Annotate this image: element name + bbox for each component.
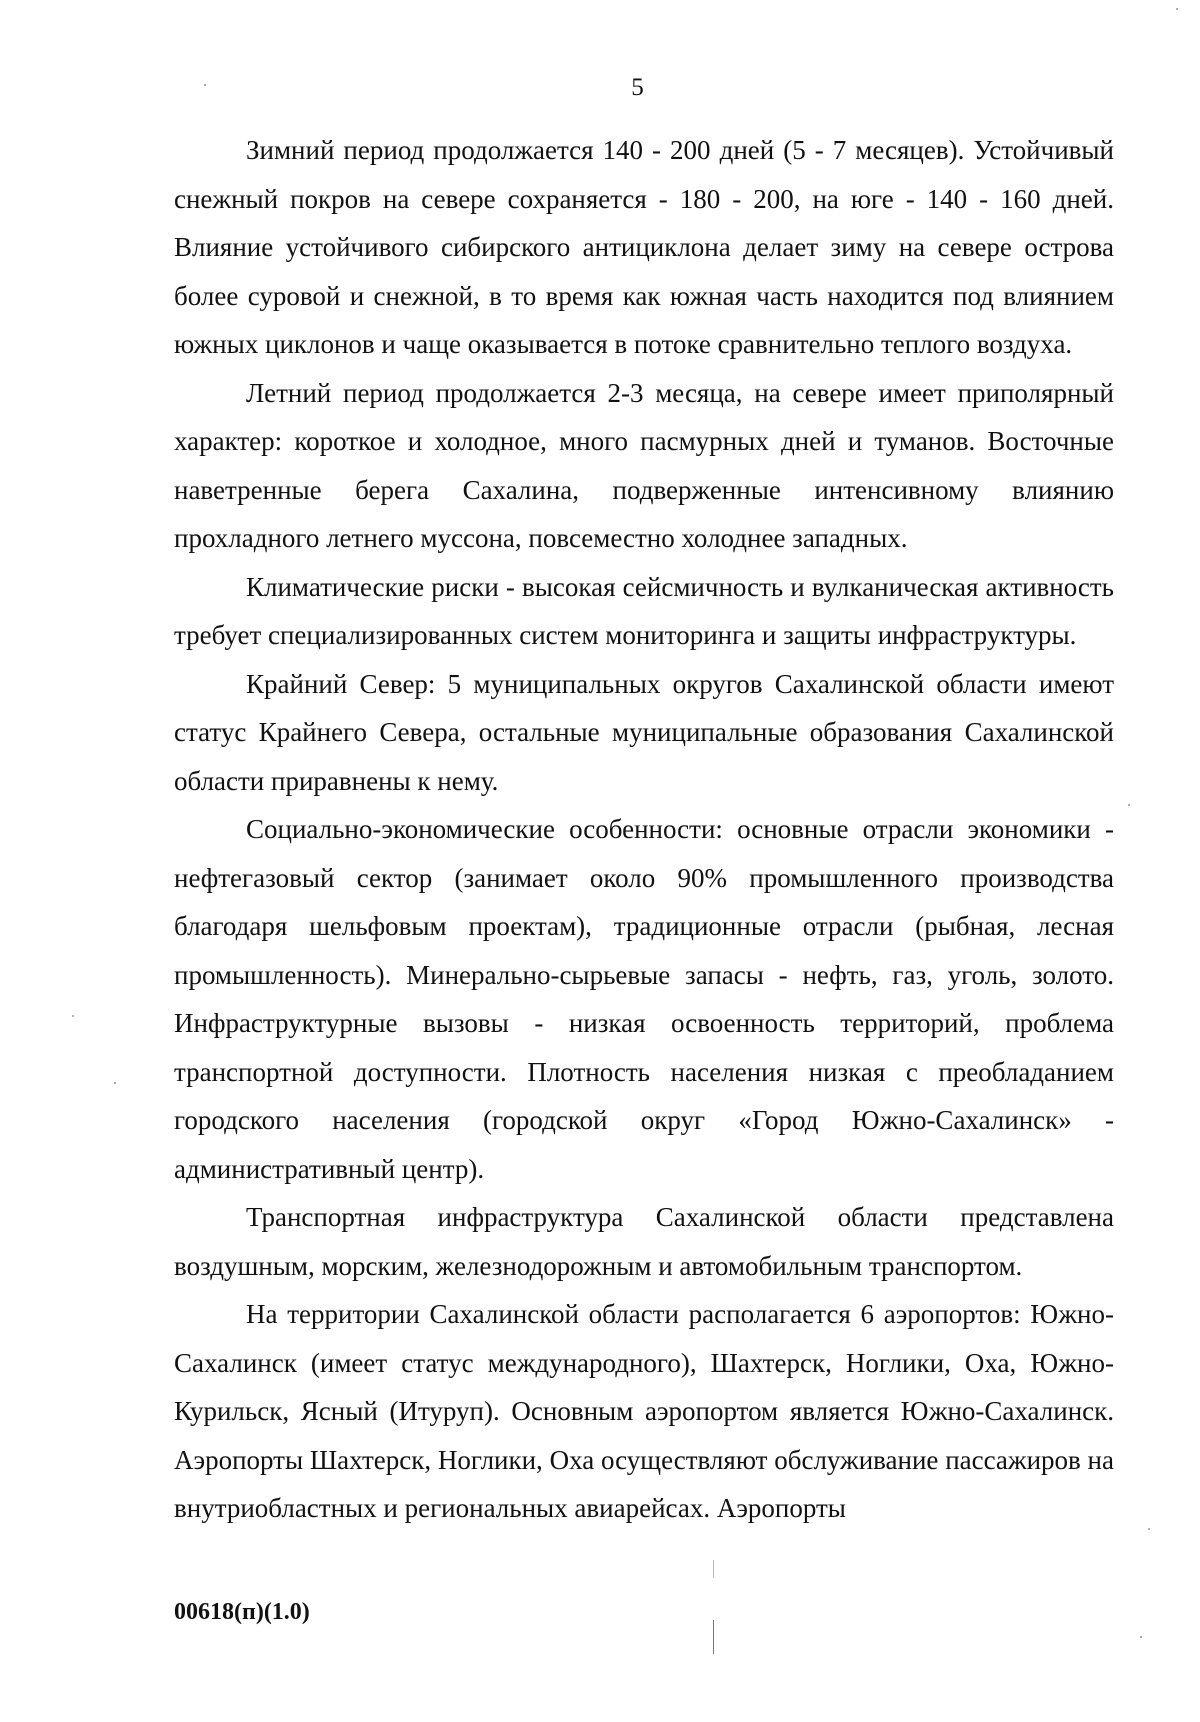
scan-dot — [1148, 1528, 1150, 1530]
scan-dot — [1128, 804, 1130, 806]
scan-line-mark — [713, 1560, 714, 1578]
paragraph-far-north: Крайний Север: 5 муниципальных округов Сахалинской области имеют статус Крайнего Севера, остальные муниципальные образования Сахалинской области приравнены к нему. — [174, 668, 1114, 796]
scan-dot — [72, 1015, 74, 1017]
paragraph-climate-risks: Климатические риски - высокая сейсмичность и вулканическая активность требует специализированных систем мониторинга и защиты инфраструктуры. — [174, 571, 1114, 650]
paragraph-socio-economic: Социально-экономические особенности: основные отрасли экономики - нефтегазовый сектор (занимает около 90% промышленного производства благодаря шельфовым проектам), традиционные отрасли (рыбная, лесная промышленность). Минерально-сырьевые запасы - нефть, газ, уголь, золото. Инфраструктурные вызовы - низкая освоенность территорий, проблема транспортной доступности. Плотность населения низкая с преобладанием городского населения (городской округ «Город Южно-Сахалинск» - административный центр). — [174, 814, 1114, 1184]
paragraph-airports: На территории Сахалинской области располагается 6 аэропортов: Южно-Сахалинск (имеет статус международного), Шахтерск, Ноглики, Оха, Южно-Курильск, Ясный (Итуруп). Основным аэропортом является Южно-Сахалинск. Аэропорты Шахтерск, Ноглики, Оха осуществляют обслуживание пассажиров на внутриобластных и региональных авиарейсах. Аэропорты — [174, 1299, 1114, 1523]
scan-dot — [1140, 1636, 1142, 1638]
paragraph-summer: Летний период продолжается 2-3 месяца, на севере имеет приполярный характер: короткое и холодное, много пасмурных дней и туманов. Восточные наветренные берега Сахалина, подверженные интенсивному влиянию прохладного летнего муссона, повсеместно холоднее западных. — [174, 377, 1114, 553]
page-number: 5 — [631, 74, 644, 101]
paragraph-transport: Транспортная инфраструктура Сахалинской области представлена воздушным, морским, железнодорожным и автомобильным транспортом. — [174, 1202, 1114, 1281]
scan-dot — [204, 84, 206, 86]
scan-line-mark — [713, 1620, 714, 1654]
scan-dot — [114, 1082, 116, 1084]
scan-dot — [1176, 8, 1178, 10]
document-body — [174, 126, 1114, 1533]
paragraph-winter: Зимний период продолжается 140 - 200 дней (5 - 7 месяцев). Устойчивый снежный покров на севере сохраняется - 180 - 200, на юге - 140 - 160 дней. Влияние устойчивого сибирского антициклона делает зиму на севере острова более суровой и снежной, в то время как южная часть находится под влиянием южных циклонов и чаще оказывается в потоке сравнительно теплого воздуха. — [174, 135, 1114, 359]
document-code: 00618(п)(1.0) — [174, 1599, 310, 1625]
